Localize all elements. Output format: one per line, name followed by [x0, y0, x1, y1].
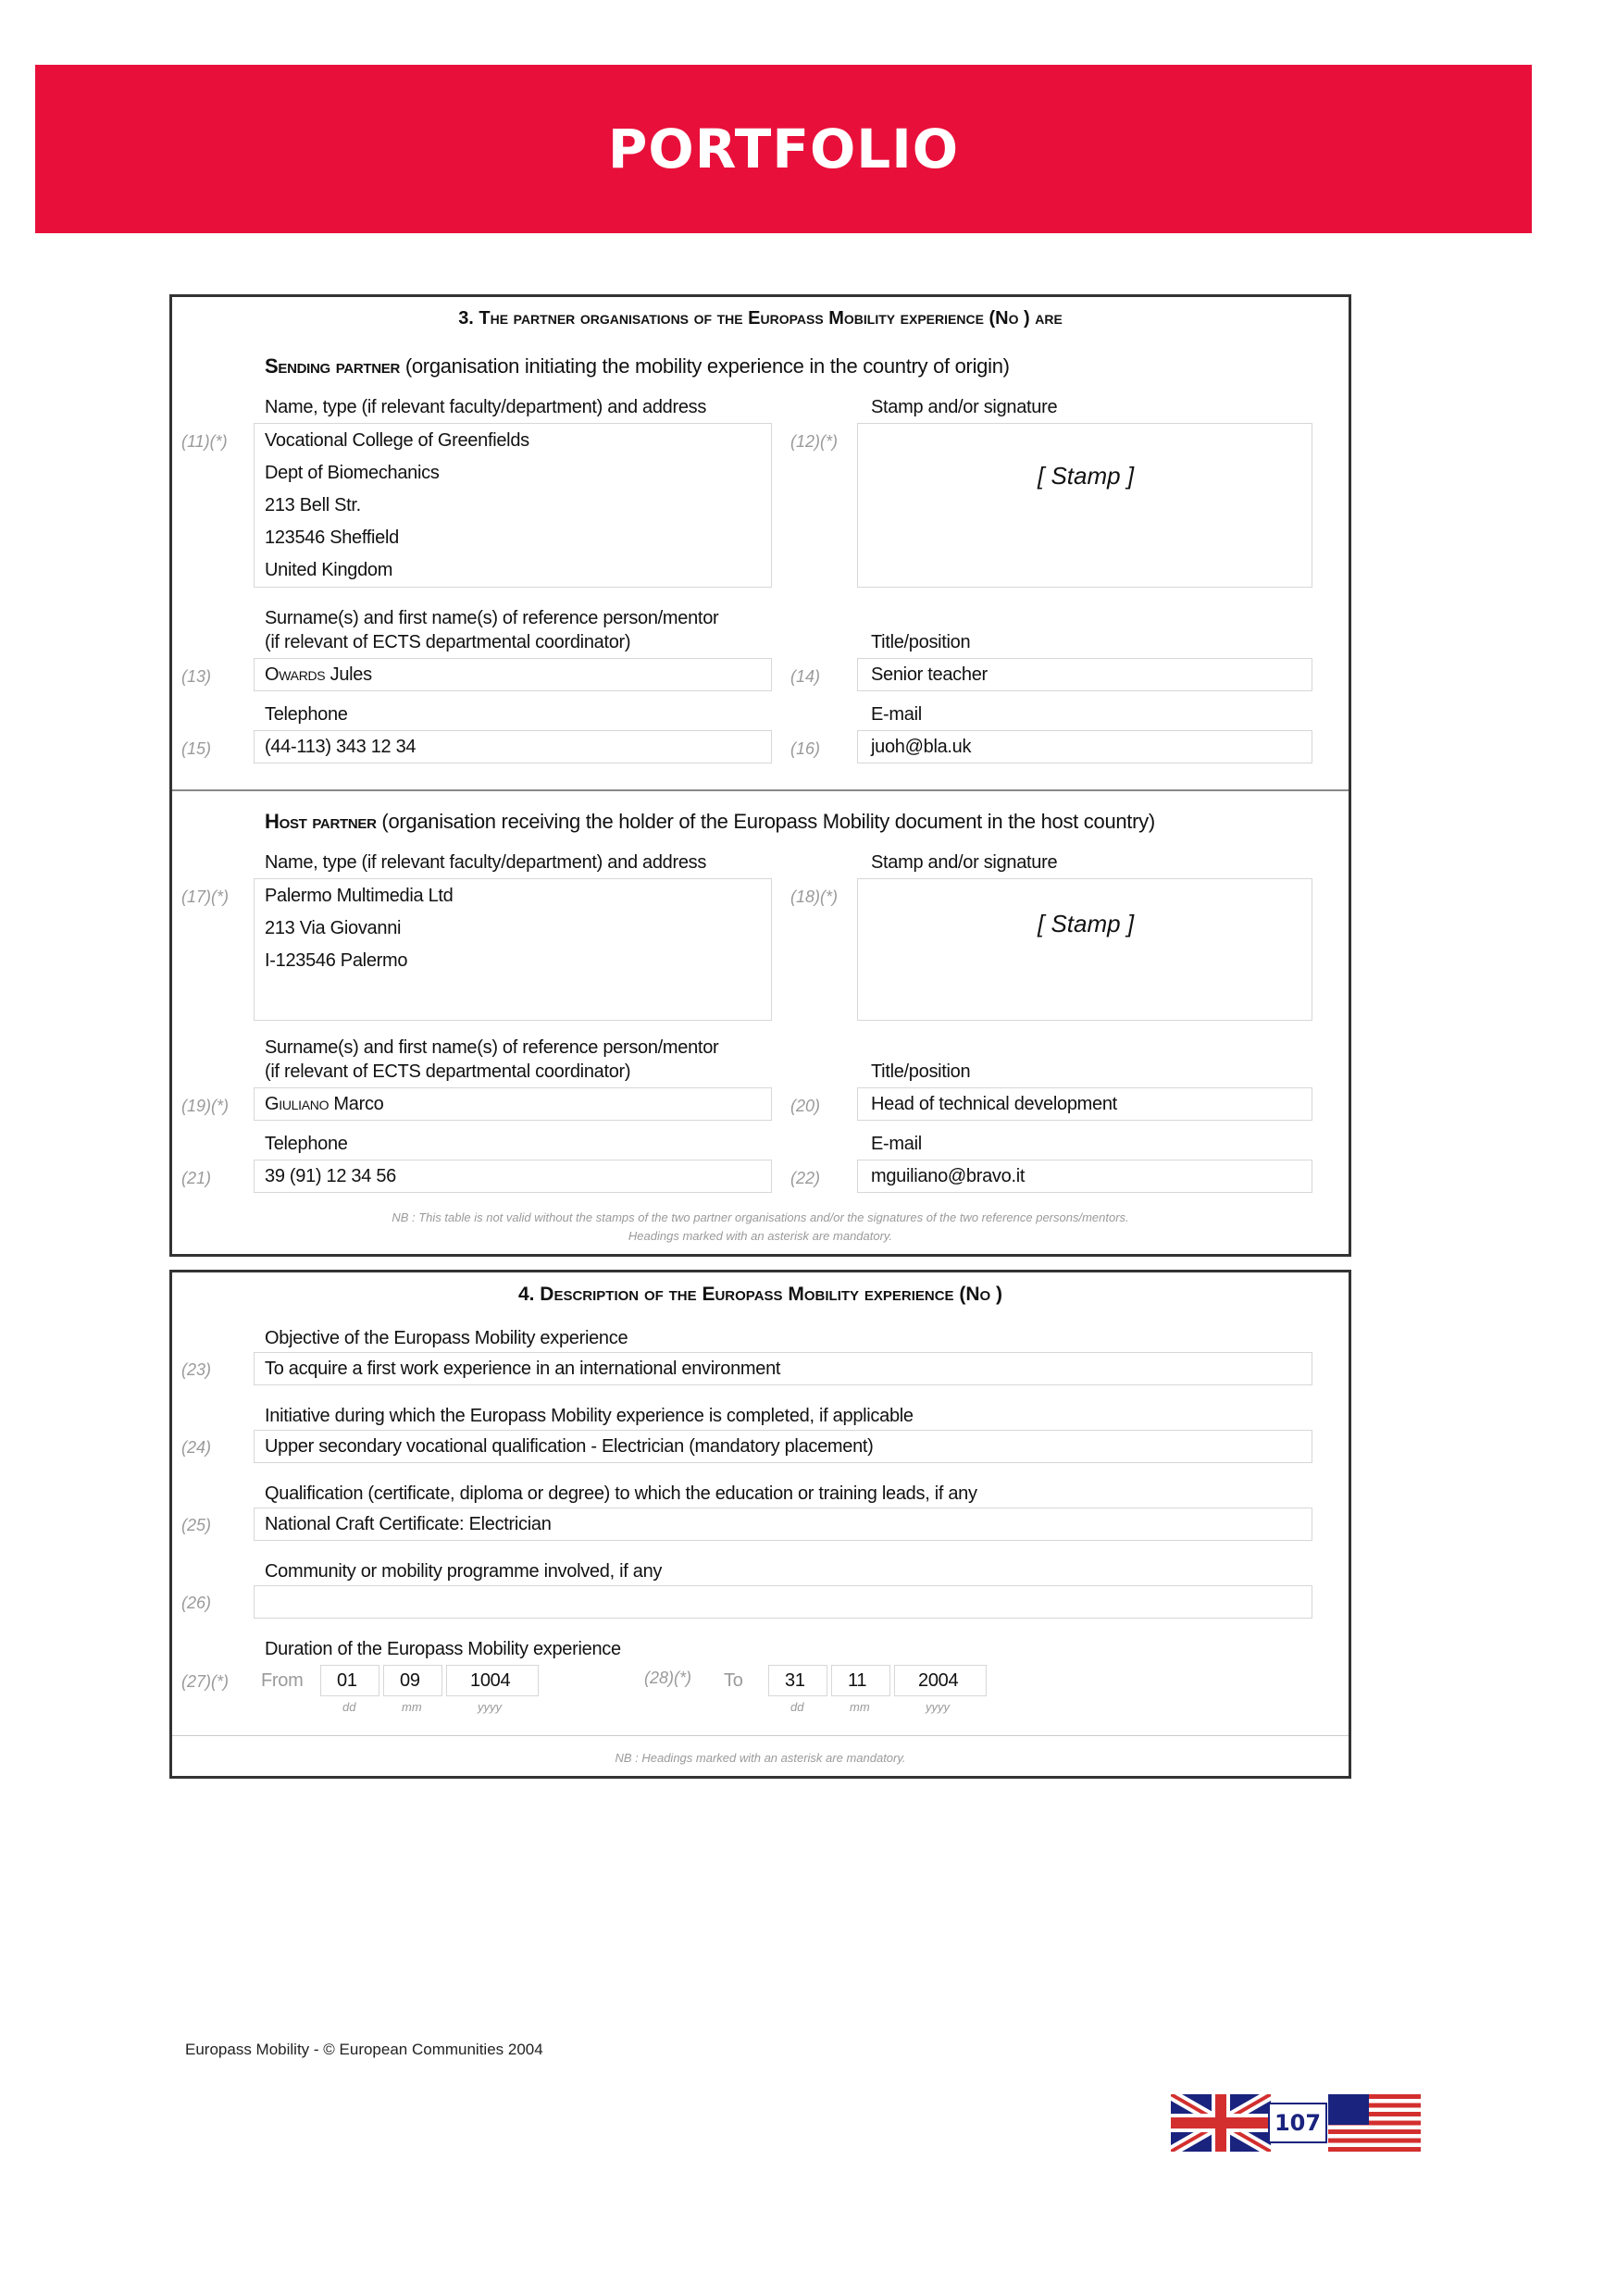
page-title: PORTFOLIO	[607, 118, 960, 180]
field-number: (12)(*)	[790, 432, 839, 451]
host-address-line: I-123546 Palermo	[265, 950, 408, 971]
field-number: (18)(*)	[790, 887, 839, 906]
uk-flag-icon	[1171, 2094, 1271, 2152]
section-3-note-2: Headings marked with an asterisk are mandatory.	[628, 1229, 893, 1243]
sending-title-value: Senior teacher	[871, 664, 988, 685]
sending-person-label: Surname(s) and first name(s) of reference person/mentor	[265, 608, 719, 628]
host-partner-heading: Host partner (organisation receiving the holder of the Europass Mobility document in the host country)	[265, 810, 1155, 833]
section-4-note: NB : Headings marked with an asterisk are mandatory.	[615, 1751, 906, 1765]
mm-caption: mm	[402, 1700, 422, 1714]
host-phone-label: Telephone	[265, 1134, 348, 1154]
sending-email-label: E-mail	[871, 704, 922, 725]
sending-stamp-box	[857, 423, 1312, 588]
host-stamp: [ Stamp ]	[1038, 910, 1135, 937]
sending-person-label-2: (if relevant of ECTS departmental coordinator)	[265, 632, 631, 652]
duration-label: Duration of the Europass Mobility experience	[265, 1639, 621, 1659]
programme-box	[254, 1585, 1312, 1619]
from-mm: 09	[400, 1670, 420, 1691]
host-phone-value: 39 (91) 12 34 56	[265, 1166, 396, 1186]
host-email-label: E-mail	[871, 1134, 922, 1154]
host-person-value: Giuliano Marco	[265, 1094, 384, 1114]
to-label: To	[724, 1670, 743, 1691]
field-number: (28)(*)	[644, 1669, 692, 1687]
field-number: (24)	[181, 1438, 212, 1457]
mm-caption: mm	[850, 1700, 870, 1714]
sending-address-line: United Kingdom	[265, 560, 393, 580]
section-3-note: NB : This table is not valid without the stamps of the two partner organisations and/or the signatures of the two reference persons/mentors.	[392, 1210, 1129, 1224]
yyyy-caption: yyyy	[926, 1700, 950, 1714]
field-number: (16)	[790, 739, 821, 758]
field-number: (20)	[790, 1097, 821, 1115]
footer-copyright: Europass Mobility - © European Communities 2004	[185, 2041, 543, 2058]
section-mobility-description	[169, 1270, 1351, 1779]
host-address-line: 213 Via Giovanni	[265, 918, 402, 938]
host-person-label-2: (if relevant of ECTS departmental coordinator)	[265, 1061, 631, 1082]
initiative-value: Upper secondary vocational qualification - Electrician (mandatory placement)	[265, 1436, 874, 1457]
field-number: (14)	[790, 667, 821, 686]
sending-address-line: Dept of Biomechanics	[265, 463, 440, 483]
host-title-label: Title/position	[871, 1061, 971, 1082]
sending-stamp: [ Stamp ]	[1038, 462, 1135, 490]
dd-caption: dd	[790, 1700, 804, 1714]
sending-partner-heading: Sending partner (organisation initiating the mobility experience in the country of origin)	[265, 354, 1010, 378]
field-number: (19)(*)	[181, 1097, 230, 1115]
header-banner	[35, 65, 1532, 233]
initiative-label: Initiative during which the Europass Mobility experience is completed, if applicable	[265, 1406, 914, 1426]
sending-address-line: 123546 Sheffield	[265, 527, 399, 548]
host-stamp-label: Stamp and/or signature	[871, 852, 1058, 873]
host-email-value: mguiliano@bravo.it	[871, 1166, 1026, 1186]
sending-name-label: Name, type (if relevant faculty/department) and address	[265, 397, 707, 417]
divider	[172, 789, 1349, 791]
field-number: (27)(*)	[181, 1672, 230, 1691]
field-number: (21)	[181, 1169, 212, 1187]
field-number: (23)	[181, 1360, 212, 1379]
us-flag-icon	[1328, 2094, 1421, 2152]
programme-label: Community or mobility programme involved, if any	[265, 1561, 663, 1582]
from-dd: 01	[337, 1670, 357, 1691]
field-number: (25)	[181, 1516, 212, 1534]
sending-address-line: Vocational College of Greenfields	[265, 430, 529, 451]
field-number: (26)	[181, 1594, 212, 1612]
host-stamp-box	[857, 878, 1312, 1021]
sending-phone-label: Telephone	[265, 704, 348, 725]
field-number: (13)	[181, 667, 212, 686]
section-3-title: 3. The partner organisations of the Europass Mobility experience (No ) are	[458, 308, 1063, 329]
sending-email-value: juoh@bla.uk	[871, 737, 972, 757]
section-4-title: 4. Description of the Europass Mobility experience (No )	[517, 1284, 1003, 1305]
dd-caption: dd	[342, 1700, 356, 1714]
from-label: From	[261, 1670, 304, 1691]
objective-label: Objective of the Europass Mobility experience	[265, 1328, 628, 1348]
objective-value: To acquire a first work experience in an international environment	[265, 1359, 781, 1379]
host-name-label: Name, type (if relevant faculty/department) and address	[265, 852, 707, 873]
host-address-line: Palermo Multimedia Ltd	[265, 886, 454, 906]
qualification-label: Qualification (certificate, diploma or degree) to which the education or training leads, if any	[265, 1483, 977, 1504]
yyyy-caption: yyyy	[478, 1700, 502, 1714]
host-title-value: Head of technical development	[871, 1094, 1117, 1114]
field-number: (17)(*)	[181, 887, 230, 906]
host-person-label: Surname(s) and first name(s) of reference person/mentor	[265, 1037, 719, 1058]
to-mm: 11	[848, 1670, 867, 1691]
sending-phone-value: (44-113) 343 12 34	[265, 737, 417, 757]
section-partner-organisations	[169, 294, 1351, 1257]
sending-stamp-label: Stamp and/or signature	[871, 397, 1058, 417]
from-yyyy: 1004	[470, 1670, 511, 1691]
field-number: (11)(*)	[181, 432, 228, 451]
field-number: (15)	[181, 739, 212, 758]
sending-title-label: Title/position	[871, 632, 971, 652]
to-dd: 31	[785, 1670, 805, 1691]
to-yyyy: 2004	[918, 1670, 959, 1691]
sending-person-value: Owards Jules	[265, 664, 372, 685]
page-number: 107	[1268, 2103, 1327, 2143]
field-number: (22)	[790, 1169, 821, 1187]
qualification-value: National Craft Certificate: Electrician	[265, 1514, 552, 1534]
divider	[172, 1735, 1349, 1736]
sending-address-line: 213 Bell Str.	[265, 495, 361, 515]
